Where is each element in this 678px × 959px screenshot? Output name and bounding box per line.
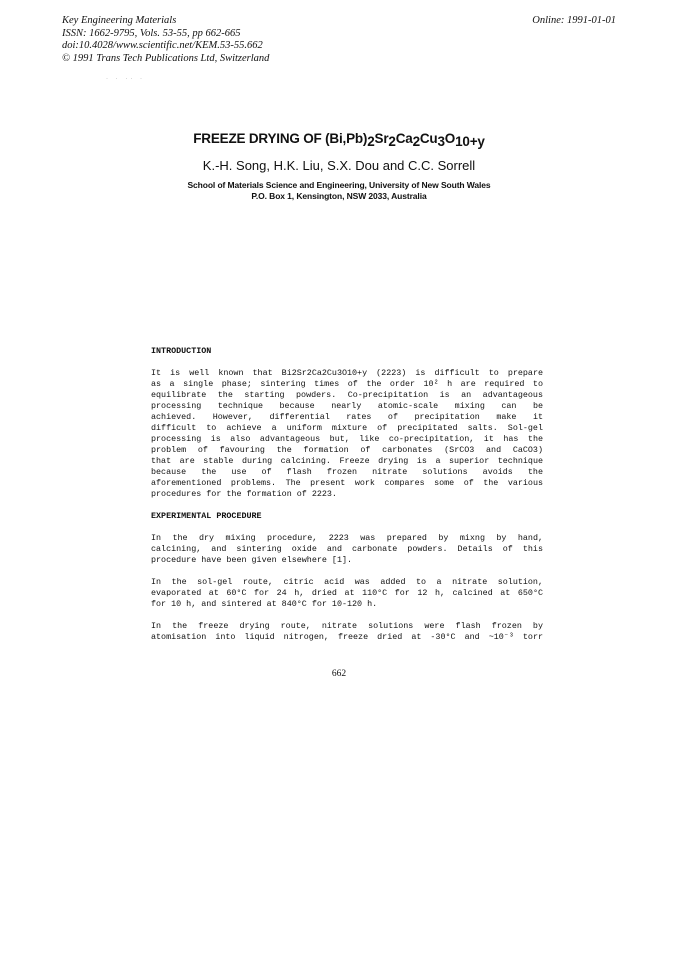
text-line: procedure have been given elsewhere [1]. (151, 555, 353, 565)
author-list: K.-H. Song, H.K. Liu, S.X. Dou and C.C. Sorrell (202, 158, 476, 173)
paper-title: FREEZE DRYING OF $(Bi,Pb)_2Sr_2Ca_2Cu_3O_{10+y}$ (193, 131, 485, 149)
margin-mark: · · ·· · (106, 76, 145, 82)
text-line: aforementioned problems. The present work compares some of the various (151, 478, 543, 488)
text-line: processing technique because nearly atomic-scale mixing can be (151, 401, 543, 411)
text-line: that are stable during calcining. Freeze drying is a superior technique (151, 456, 543, 466)
paragraph-sol-gel (151, 577, 543, 610)
text-line: atomisation into liquid nitrogen, freeze dried at -30°C and ~10⁻³ torr (151, 632, 543, 642)
paragraph-dry-mixing (151, 533, 543, 566)
journal-name: Key Engineering Materials (62, 15, 177, 26)
affiliation-line-2: P.O. Box 1, Kensington, NSW 2033, Australia (251, 191, 427, 201)
body-text (151, 346, 543, 654)
page-number: 662 (331, 669, 347, 679)
issn-line: ISSN: 1662-9795, Vols. 53-55, pp 662-665 (62, 27, 241, 39)
text-line: evaporated at 60°C for 24 h, dried at 110°C for 12 h, calcined at 650°C (151, 588, 543, 598)
text-line: In the dry mixing procedure, 2223 was prepared by mixng by hand, (151, 533, 543, 543)
text-line: difficult to achieve a uniform mixture of precipitated salts. Sol-gel (151, 423, 543, 433)
text-line: for 10 h, and sintered at 840°C for 10-120 h. (151, 599, 378, 609)
text-line: achieved. However, differential rates of precipitation make it (151, 412, 543, 422)
text-line: calcining, and sintering oxide and carbonate powders. Details of this (151, 544, 543, 554)
affiliation-line-1: School of Materials Science and Engineering, University of New South Wales (187, 180, 491, 190)
text-line: processing is also advantageous but, like co-precipitation, it has the (151, 434, 543, 444)
section-heading-experimental: EXPERIMENTAL PROCEDURE (151, 511, 262, 521)
doi-line: doi:10.4028/www.scientific.net/KEM.53-55.662 (62, 40, 263, 51)
copyright-line: © 1991 Trans Tech Publications Ltd, Switzerland (62, 52, 270, 64)
section-heading-introduction: INTRODUCTION (151, 346, 212, 356)
text-line: as a single phase; sintering times of the order 10² h are required to (151, 379, 543, 389)
text-line: because the use of flash frozen nitrate solutions avoids the (151, 467, 543, 477)
text-line: problem of favouring the formation of carbonates (SrCO3 and CaCO3) (151, 445, 543, 455)
text-line: procedures for the formation of 2223. (151, 489, 337, 499)
text-line: It is well known that Bi2Sr2Ca2Cu3O10+y (2223) is difficult to prepare (151, 368, 543, 378)
text-line: equilibrate the starting powders. Co-precipitation is an advantageous (151, 390, 543, 400)
text-line: In the freeze drying route, nitrate solutions were flash frozen by (151, 621, 543, 631)
header-meta (62, 15, 269, 65)
text-line: In the sol-gel route, citric acid was added to a nitrate solution, (151, 577, 543, 587)
paragraph-introduction (151, 368, 543, 500)
paragraph-freeze-drying (151, 621, 543, 643)
online-date: Online: 1991-01-01 (532, 15, 616, 26)
